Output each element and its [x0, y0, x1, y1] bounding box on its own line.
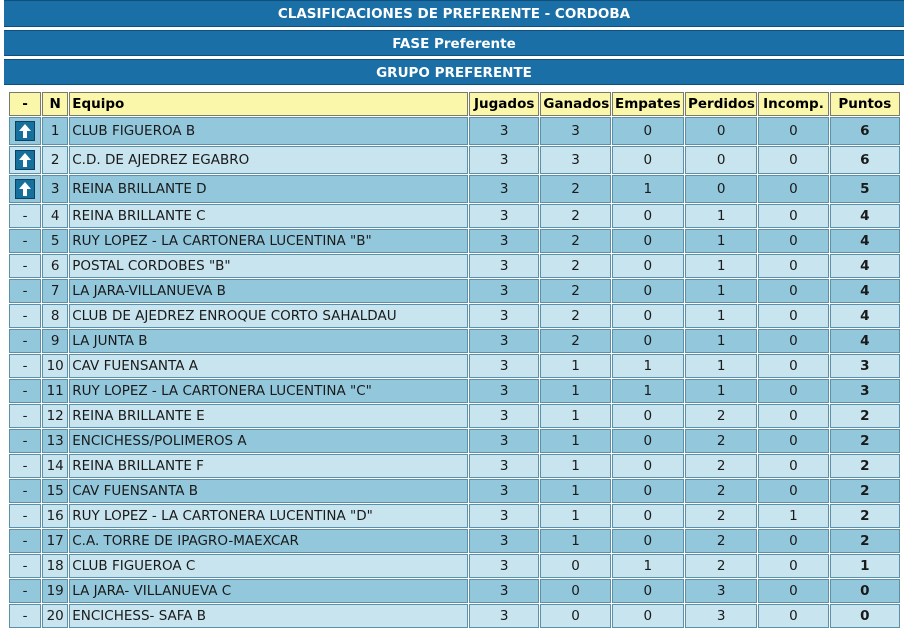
team-number: 19 — [42, 579, 68, 603]
points-value: 3 — [830, 354, 900, 378]
draws-count: 0 — [612, 329, 684, 353]
draws-count: 0 — [612, 429, 684, 453]
draws-count: 0 — [612, 404, 684, 428]
team-name: POSTAL CORDOBES "B" — [69, 254, 468, 278]
won-count: 1 — [540, 379, 610, 403]
played-count: 3 — [469, 204, 539, 228]
team-name: CAV FUENSANTA A — [69, 354, 468, 378]
col-header-lost: Perdidos — [685, 92, 757, 116]
table-row — [9, 175, 900, 203]
points-value: 2 — [830, 529, 900, 553]
won-count: 1 — [540, 529, 610, 553]
table-row — [9, 229, 900, 253]
lost-count: 2 — [685, 479, 757, 503]
team-name: REINA BRILLANTE D — [69, 175, 468, 203]
incomp-count: 0 — [758, 529, 828, 553]
lost-count: 1 — [685, 329, 757, 353]
lost-count: 0 — [685, 117, 757, 145]
table-row — [9, 146, 900, 174]
col-header-played: Jugados — [469, 92, 539, 116]
team-name: LA JARA-VILLANUEVA B — [69, 279, 468, 303]
table-row — [9, 329, 900, 353]
col-header-won: Ganados — [540, 92, 610, 116]
won-count: 2 — [540, 204, 610, 228]
team-number: 9 — [42, 329, 68, 353]
table-row — [9, 254, 900, 278]
col-header-points: Puntos — [830, 92, 900, 116]
lost-count: 0 — [685, 146, 757, 174]
points-value: 0 — [830, 604, 900, 628]
col-header-pos: - — [9, 92, 41, 116]
incomp-count: 0 — [758, 454, 828, 478]
points-value: 4 — [830, 279, 900, 303]
team-name: CLUB DE AJEDREZ ENROQUE CORTO SAHALDAU — [69, 304, 468, 328]
won-count: 2 — [540, 279, 610, 303]
lost-count: 1 — [685, 204, 757, 228]
points-value: 2 — [830, 429, 900, 453]
draws-count: 1 — [612, 354, 684, 378]
won-count: 1 — [540, 504, 610, 528]
page-title: CLASIFICACIONES DE PREFERENTE - CORDOBA — [4, 0, 904, 27]
col-header-draws: Empates — [612, 92, 684, 116]
phase-title: FASE Preferente — [4, 30, 904, 56]
table-row — [9, 579, 900, 603]
incomp-count: 0 — [758, 175, 828, 203]
promotion-arrow-icon — [15, 150, 35, 170]
group-title: GRUPO PREFERENTE — [4, 59, 904, 85]
team-number: 11 — [42, 379, 68, 403]
table-row — [9, 279, 900, 303]
table-row — [9, 504, 900, 528]
position-indicator — [9, 146, 41, 174]
incomp-count: 0 — [758, 304, 828, 328]
incomp-count: 0 — [758, 204, 828, 228]
team-number: 6 — [42, 254, 68, 278]
team-number: 13 — [42, 429, 68, 453]
table-row — [9, 354, 900, 378]
team-name: C.A. TORRE DE IPAGRO-MAEXCAR — [69, 529, 468, 553]
table-row — [9, 604, 900, 628]
position-indicator: - — [9, 229, 41, 253]
draws-count: 1 — [612, 379, 684, 403]
standings-table — [8, 91, 901, 629]
position-indicator: - — [9, 554, 41, 578]
position-indicator: - — [9, 604, 41, 628]
team-name: REINA BRILLANTE C — [69, 204, 468, 228]
draws-count: 0 — [612, 529, 684, 553]
table-row — [9, 304, 900, 328]
points-value: 2 — [830, 404, 900, 428]
team-name: ENCICHESS- SAFA B — [69, 604, 468, 628]
table-row — [9, 117, 900, 145]
position-indicator: - — [9, 329, 41, 353]
draws-count: 0 — [612, 304, 684, 328]
played-count: 3 — [469, 504, 539, 528]
lost-count: 1 — [685, 354, 757, 378]
lost-count: 3 — [685, 579, 757, 603]
team-number: 15 — [42, 479, 68, 503]
position-indicator — [9, 117, 41, 145]
team-number: 16 — [42, 504, 68, 528]
draws-count: 0 — [612, 254, 684, 278]
team-name: ENCICHESS/POLIMEROS A — [69, 429, 468, 453]
draws-count: 0 — [612, 454, 684, 478]
table-row — [9, 379, 900, 403]
table-row — [9, 429, 900, 453]
won-count: 2 — [540, 304, 610, 328]
team-number: 5 — [42, 229, 68, 253]
played-count: 3 — [469, 229, 539, 253]
points-value: 4 — [830, 304, 900, 328]
position-indicator: - — [9, 504, 41, 528]
points-value: 4 — [830, 204, 900, 228]
position-indicator: - — [9, 429, 41, 453]
lost-count: 3 — [685, 604, 757, 628]
won-count: 1 — [540, 429, 610, 453]
played-count: 3 — [469, 354, 539, 378]
team-number: 2 — [42, 146, 68, 174]
position-indicator: - — [9, 279, 41, 303]
won-count: 3 — [540, 146, 610, 174]
incomp-count: 0 — [758, 254, 828, 278]
draws-count: 0 — [612, 117, 684, 145]
team-name: REINA BRILLANTE E — [69, 404, 468, 428]
team-number: 7 — [42, 279, 68, 303]
team-name: CAV FUENSANTA B — [69, 479, 468, 503]
points-value: 0 — [830, 579, 900, 603]
points-value: 3 — [830, 379, 900, 403]
team-number: 8 — [42, 304, 68, 328]
team-number: 18 — [42, 554, 68, 578]
incomp-count: 0 — [758, 279, 828, 303]
position-indicator: - — [9, 379, 41, 403]
played-count: 3 — [469, 554, 539, 578]
position-indicator: - — [9, 354, 41, 378]
team-name: LA JARA- VILLANUEVA C — [69, 579, 468, 603]
won-count: 3 — [540, 117, 610, 145]
team-number: 12 — [42, 404, 68, 428]
played-count: 3 — [469, 279, 539, 303]
won-count: 1 — [540, 479, 610, 503]
table-row — [9, 554, 900, 578]
played-count: 3 — [469, 579, 539, 603]
draws-count: 0 — [612, 229, 684, 253]
played-count: 3 — [469, 254, 539, 278]
incomp-count: 1 — [758, 504, 828, 528]
incomp-count: 0 — [758, 329, 828, 353]
lost-count: 1 — [685, 304, 757, 328]
won-count: 2 — [540, 229, 610, 253]
team-name: REINA BRILLANTE F — [69, 454, 468, 478]
played-count: 3 — [469, 379, 539, 403]
position-indicator — [9, 175, 41, 203]
position-indicator: - — [9, 404, 41, 428]
incomp-count: 0 — [758, 604, 828, 628]
team-name: LA JUNTA B — [69, 329, 468, 353]
won-count: 2 — [540, 329, 610, 353]
won-count: 1 — [540, 354, 610, 378]
lost-count: 2 — [685, 529, 757, 553]
lost-count: 0 — [685, 175, 757, 203]
played-count: 3 — [469, 454, 539, 478]
won-count: 2 — [540, 254, 610, 278]
won-count: 1 — [540, 454, 610, 478]
points-value: 4 — [830, 254, 900, 278]
draws-count: 0 — [612, 279, 684, 303]
played-count: 3 — [469, 429, 539, 453]
draws-count: 1 — [612, 175, 684, 203]
points-value: 4 — [830, 229, 900, 253]
played-count: 3 — [469, 117, 539, 145]
team-name: C.D. DE AJEDREZ EGABRO — [69, 146, 468, 174]
team-number: 14 — [42, 454, 68, 478]
draws-count: 1 — [612, 554, 684, 578]
won-count: 0 — [540, 554, 610, 578]
team-number: 17 — [42, 529, 68, 553]
lost-count: 2 — [685, 454, 757, 478]
draws-count: 0 — [612, 579, 684, 603]
lost-count: 1 — [685, 379, 757, 403]
draws-count: 0 — [612, 504, 684, 528]
team-number: 1 — [42, 117, 68, 145]
played-count: 3 — [469, 146, 539, 174]
promotion-arrow-icon — [15, 121, 35, 141]
col-header-team: Equipo — [69, 92, 468, 116]
team-name: CLUB FIGUEROA C — [69, 554, 468, 578]
points-value: 6 — [830, 117, 900, 145]
incomp-count: 0 — [758, 429, 828, 453]
points-value: 1 — [830, 554, 900, 578]
points-value: 2 — [830, 479, 900, 503]
col-header-n: N — [42, 92, 68, 116]
lost-count: 2 — [685, 429, 757, 453]
lost-count: 1 — [685, 279, 757, 303]
position-indicator: - — [9, 254, 41, 278]
lost-count: 2 — [685, 554, 757, 578]
lost-count: 2 — [685, 404, 757, 428]
incomp-count: 0 — [758, 404, 828, 428]
table-row — [9, 479, 900, 503]
team-number: 3 — [42, 175, 68, 203]
team-number: 4 — [42, 204, 68, 228]
position-indicator: - — [9, 529, 41, 553]
draws-count: 0 — [612, 204, 684, 228]
won-count: 1 — [540, 404, 610, 428]
draws-count: 0 — [612, 604, 684, 628]
played-count: 3 — [469, 479, 539, 503]
incomp-count: 0 — [758, 579, 828, 603]
lost-count: 1 — [685, 254, 757, 278]
position-indicator: - — [9, 204, 41, 228]
won-count: 2 — [540, 175, 610, 203]
points-value: 2 — [830, 454, 900, 478]
incomp-count: 0 — [758, 229, 828, 253]
played-count: 3 — [469, 175, 539, 203]
draws-count: 0 — [612, 146, 684, 174]
table-row — [9, 454, 900, 478]
won-count: 0 — [540, 604, 610, 628]
draws-count: 0 — [612, 479, 684, 503]
played-count: 3 — [469, 404, 539, 428]
position-indicator: - — [9, 479, 41, 503]
position-indicator: - — [9, 304, 41, 328]
team-name: RUY LOPEZ - LA CARTONERA LUCENTINA "D" — [69, 504, 468, 528]
incomp-count: 0 — [758, 379, 828, 403]
points-value: 6 — [830, 146, 900, 174]
won-count: 0 — [540, 579, 610, 603]
incomp-count: 0 — [758, 354, 828, 378]
points-value: 2 — [830, 504, 900, 528]
promotion-arrow-icon — [15, 179, 35, 199]
played-count: 3 — [469, 329, 539, 353]
table-row — [9, 529, 900, 553]
team-number: 10 — [42, 354, 68, 378]
table-row — [9, 204, 900, 228]
lost-count: 1 — [685, 229, 757, 253]
team-name: RUY LOPEZ - LA CARTONERA LUCENTINA "B" — [69, 229, 468, 253]
team-number: 20 — [42, 604, 68, 628]
position-indicator: - — [9, 579, 41, 603]
lost-count: 2 — [685, 504, 757, 528]
table-header-row — [9, 92, 900, 116]
incomp-count: 0 — [758, 117, 828, 145]
table-row — [9, 404, 900, 428]
played-count: 3 — [469, 604, 539, 628]
team-name: RUY LOPEZ - LA CARTONERA LUCENTINA "C" — [69, 379, 468, 403]
position-indicator: - — [9, 454, 41, 478]
col-header-incomp: Incomp. — [758, 92, 828, 116]
team-name: CLUB FIGUEROA B — [69, 117, 468, 145]
points-value: 4 — [830, 329, 900, 353]
incomp-count: 0 — [758, 146, 828, 174]
played-count: 3 — [469, 304, 539, 328]
incomp-count: 0 — [758, 554, 828, 578]
played-count: 3 — [469, 529, 539, 553]
incomp-count: 0 — [758, 479, 828, 503]
points-value: 5 — [830, 175, 900, 203]
